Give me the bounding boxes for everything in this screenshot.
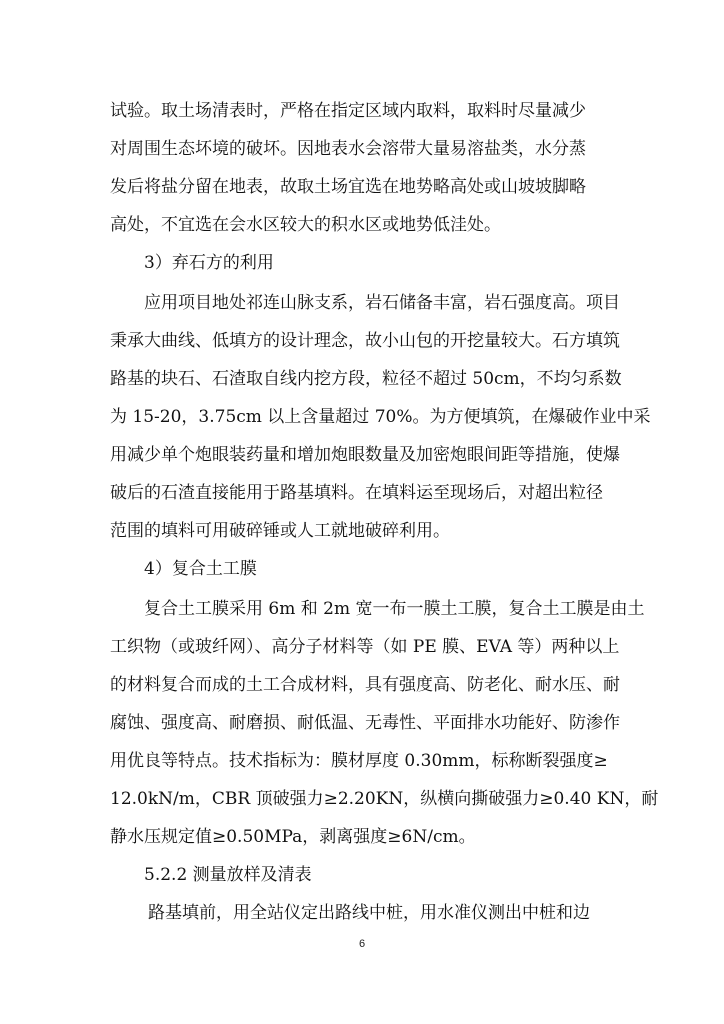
paragraph-line: 工织物（或玻纤网）、高分子材料等（如 PE 膜、EVA 等）两种以上: [110, 637, 620, 657]
paragraph-line: 高处，不宜选在会水区较大的积水区或地势低洼处。: [110, 215, 501, 235]
paragraph-line: 发后将盐分留在地表，故取土场宜选在地势略高处或山坡坡脚略: [110, 177, 586, 197]
paragraph-line: 对周围生态坏境的破坏。因地表水会溶带大量易溶盐类，水分蒸: [110, 139, 586, 159]
paragraph-line: 用优良等特点。技术指标为：膜材厚度 0.30mm，标称断裂强度≥: [110, 751, 608, 771]
section-heading: 3）弃石方的利用: [144, 253, 274, 273]
paragraph-line: 12.0kN/m，CBR 顶破强力≥2.20KN，纵横向撕破强力≥0.40 KN，耐: [110, 789, 659, 809]
paragraph-line: 试验。取土场清表时，严格在指定区域内取料，取料时尽量减少: [110, 101, 586, 121]
paragraph-line: 用减少单个炮眼装药量和增加炮眼数量及加密炮眼间距等措施，使爆: [110, 445, 620, 465]
paragraph-line: 为 15-20，3.75cm 以上含量超过 70%。为方便填筑，在爆破作业中采: [110, 407, 651, 427]
paragraph-line: 应用项目地处祁连山脉支系，岩石储备丰富，岩石强度高。项目: [144, 293, 620, 313]
paragraph-line: 的材料复合而成的土工合成材料，具有强度高、防老化、耐水压、耐: [110, 675, 620, 695]
section-heading: 5.2.2 测量放样及清表: [144, 865, 312, 885]
paragraph-line: 路基的块石、石渣取自线内挖方段，粒径不超过 50cm，不均匀系数: [110, 369, 622, 389]
paragraph-line: 破后的石渣直接能用于路基填料。在填料运至现场后，对超出粒径: [110, 483, 603, 503]
section-heading: 4）复合土工膜: [144, 559, 257, 579]
paragraph-line: 范围的填料可用破碎锤或人工就地破碎利用。: [110, 521, 450, 541]
paragraph-line: 复合土工膜采用 6m 和 2m 宽一布一膜土工膜，复合土工膜是由土: [144, 599, 645, 619]
paragraph-line: 秉承大曲线、低填方的设计理念，故小山包的开挖量较大。石方填筑: [110, 331, 620, 351]
paragraph-line: 腐蚀、强度高、耐磨损、耐低温、无毒性、平面排水功能好、防渗作: [110, 713, 620, 733]
paragraph-line: 静水压规定值≥0.50MPa，剥离强度≥6N/cm。: [110, 827, 476, 847]
paragraph-line: 路基填前，用全站仪定出路线中桩，用水准仪测出中桩和边: [148, 903, 590, 923]
page-number: 6: [358, 938, 366, 950]
